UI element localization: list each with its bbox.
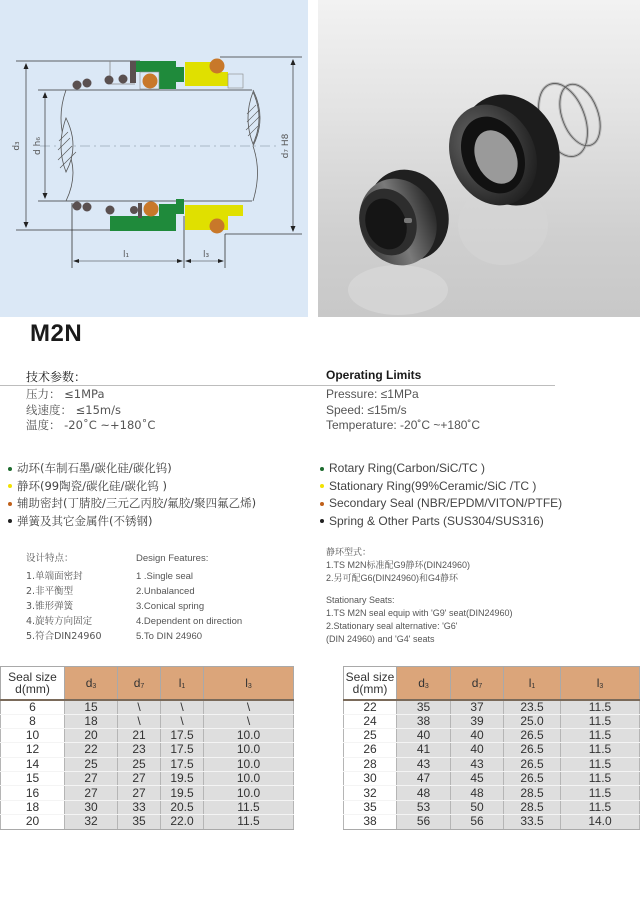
- dimension-cell: 11.5: [561, 772, 640, 786]
- dimension-cell: 48: [451, 786, 504, 800]
- dimension-cell: 11.5: [561, 800, 640, 814]
- stationary-seats-heading-cn: 静环型式：: [326, 547, 372, 557]
- dimension-cell: 17.5: [161, 728, 204, 742]
- bullet-dot-icon: [320, 484, 324, 488]
- table-row: [1, 815, 294, 829]
- operating-limits-cn: [26, 387, 155, 434]
- dimension-cell: 11.5: [204, 800, 294, 814]
- dimension-cell: 10.0: [204, 757, 294, 771]
- material-item: 弹簧及其它金属件(不锈钢): [8, 513, 256, 531]
- dimension-cell: 10.0: [204, 772, 294, 786]
- l1-label: l₁: [122, 250, 130, 260]
- dimension-cell: 27: [118, 772, 161, 786]
- table-row: [1, 786, 294, 800]
- table-header-row: [1, 667, 294, 700]
- l3-label: l₃: [202, 250, 210, 260]
- dimension-cell: 33.5: [504, 815, 561, 829]
- col-header: $d_3$: [397, 667, 451, 700]
- table-row: [1, 743, 294, 757]
- tech-params-heading-cn: 技术参数：: [26, 370, 87, 384]
- dimension-cell: 53: [397, 800, 451, 814]
- table-row: [1, 728, 294, 742]
- dimension-cell: 21: [118, 728, 161, 742]
- size-table-left: [0, 666, 294, 830]
- seat-item: 2.Stationary seal alternative: 'G6': [326, 621, 458, 631]
- dimension-cell: 43: [397, 757, 451, 771]
- dimension-cell: \: [204, 700, 294, 715]
- table-row: [344, 743, 640, 757]
- dimension-cell: 19.5: [161, 786, 204, 800]
- feature-item: 3.Conical spring: [136, 601, 205, 612]
- seat-item: 1.TS M2N标准配G9静环(DIN24960): [326, 560, 471, 570]
- dimension-cell: 30: [65, 800, 118, 814]
- seal-size-cell: 14: [1, 757, 65, 771]
- feature-item: 2.非平衡型: [26, 586, 74, 597]
- seal-size-header: Seal size d(mm): [344, 667, 397, 700]
- seal-size-cell: 16: [1, 786, 65, 800]
- dimension-cell: 41: [397, 743, 451, 757]
- dimension-cell: 14.0: [561, 815, 640, 829]
- material-item: 动环(车制石墨/碳化硅/碳化钨): [8, 460, 256, 478]
- seal-size-cell: 26: [344, 743, 397, 757]
- dimension-cell: 11.5: [561, 757, 640, 771]
- bullet-dot-icon: [8, 519, 12, 523]
- table-row: [1, 800, 294, 814]
- dimension-cell: 56: [397, 815, 451, 829]
- size-table-right: [343, 666, 640, 830]
- dimension-cell: 11.5: [561, 700, 640, 715]
- seat-item: 2.另可配G6(DIN24960)和G4静环: [326, 573, 459, 583]
- feature-item: 3.锥形弹簧: [26, 601, 74, 612]
- table-row: [1, 700, 294, 715]
- bullet-dot-icon: [8, 502, 12, 506]
- seal-size-cell: 20: [1, 815, 65, 829]
- table-row: [1, 714, 294, 728]
- d3-label: d₃: [12, 141, 22, 151]
- temperature-en: Temperature: -20˚C ~+180˚C: [326, 418, 481, 432]
- col-header: $l_3$: [204, 667, 294, 700]
- dimension-cell: 47: [397, 772, 451, 786]
- seal-size-cell: 30: [344, 772, 397, 786]
- dimension-cell: 35: [397, 700, 451, 715]
- seal-size-header: Seal size d(mm): [1, 667, 65, 700]
- design-features-en: [136, 551, 242, 644]
- dimension-cell: 28.5: [504, 786, 561, 800]
- table-row: [344, 786, 640, 800]
- feature-item: 1.单端面密封: [26, 571, 83, 582]
- dimension-cell: 23: [118, 743, 161, 757]
- seal-size-cell: 18: [1, 800, 65, 814]
- table-row: [344, 757, 640, 771]
- seal-size-cell: 32: [344, 786, 397, 800]
- section-divider: [0, 385, 555, 386]
- dimension-cell: 23.5: [504, 700, 561, 715]
- seal-size-cell: 15: [1, 772, 65, 786]
- feature-item: 2.Unbalanced: [136, 586, 195, 597]
- material-item: 静环(99陶瓷/碳化硅/碳化钨 ): [8, 478, 256, 496]
- design-features-heading-en: Design Features:: [136, 553, 209, 564]
- dimension-cell: 11.5: [561, 714, 640, 728]
- seal-size-cell: 25: [344, 728, 397, 742]
- dimension-cell: 56: [451, 815, 504, 829]
- seal-size-cell: 8: [1, 714, 65, 728]
- dimension-cell: 38: [397, 714, 451, 728]
- col-header: $l_3$: [561, 667, 640, 700]
- dimension-cell: 20.5: [161, 800, 204, 814]
- dimension-cell: 25: [118, 757, 161, 771]
- design-features-cn: [26, 551, 102, 644]
- seat-item: 1.TS M2N seal equip with 'G9' seat(DIN24960): [326, 608, 513, 618]
- dimension-cell: 11.5: [561, 786, 640, 800]
- dimension-cell: 40: [397, 728, 451, 742]
- dimension-cell: 27: [65, 786, 118, 800]
- dimension-cell: 35: [118, 815, 161, 829]
- dimension-cell: 11.5: [561, 743, 640, 757]
- dimension-cell: 25: [65, 757, 118, 771]
- table-row: [1, 757, 294, 771]
- material-item: Secondary Seal (NBR/EPDM/VITON/PTFE): [320, 495, 562, 513]
- operating-limits-heading: Operating Limits: [326, 368, 422, 382]
- feature-item: 1 .Single seal: [136, 571, 194, 582]
- stationary-seats-heading-en: Stationary Seats:: [326, 595, 395, 605]
- dimension-cell: 40: [451, 743, 504, 757]
- seal-size-cell: 12: [1, 743, 65, 757]
- table-row: [1, 772, 294, 786]
- dimension-cell: 50: [451, 800, 504, 814]
- seal-size-cell: 35: [344, 800, 397, 814]
- table-header-row: [344, 667, 640, 700]
- seal-size-cell: 10: [1, 728, 65, 742]
- dimension-cell: 26.5: [504, 772, 561, 786]
- bullet-dot-icon: [8, 484, 12, 488]
- bullet-dot-icon: [8, 467, 12, 471]
- dimension-cell: 28.5: [504, 800, 561, 814]
- dimension-cell: 26.5: [504, 743, 561, 757]
- dimension-cell: 27: [65, 772, 118, 786]
- dimension-cell: 18: [65, 714, 118, 728]
- dimension-cell: 43: [451, 757, 504, 771]
- dimension-cell: \: [161, 714, 204, 728]
- feature-item: 5.符合DIN24960: [26, 631, 102, 642]
- speed-cn: 线速度： ≤15m/s: [26, 402, 121, 417]
- dimension-cell: 25.0: [504, 714, 561, 728]
- seal-size-cell: 24: [344, 714, 397, 728]
- col-header: $l_1$: [504, 667, 561, 700]
- feature-item: 4.Dependent on direction: [136, 616, 243, 627]
- material-item: Spring & Other Parts (SUS304/SUS316): [320, 513, 562, 531]
- dimension-cell: 19.5: [161, 772, 204, 786]
- d7h8-label: d₇ H8: [281, 133, 291, 159]
- col-header: $l_1$: [161, 667, 204, 700]
- pressure-en: Pressure: ≤1MPa: [326, 387, 419, 401]
- speed-en: Speed: ≤15m/s: [326, 402, 407, 417]
- dimension-cell: 26.5: [504, 757, 561, 771]
- table-row: [344, 800, 640, 814]
- dimension-cell: 26.5: [504, 728, 561, 742]
- table-row: [344, 714, 640, 728]
- dimension-cell: 32: [65, 815, 118, 829]
- design-features-heading-cn: 设计特点：: [26, 553, 74, 564]
- dimension-cell: 17.5: [161, 757, 204, 771]
- dimension-cell: \: [118, 714, 161, 728]
- dimension-cell: 11.5: [204, 815, 294, 829]
- dimension-cell: 22: [65, 743, 118, 757]
- seal-cross-section-diagram: [0, 0, 308, 317]
- dh6-label: d h₆: [33, 137, 43, 155]
- seal-size-cell: 6: [1, 700, 65, 715]
- seal-size-cell: 22: [344, 700, 397, 715]
- dimension-cell: 17.5: [161, 743, 204, 757]
- feature-item: 5.To DIN 24960: [136, 631, 203, 642]
- pressure-cn: 压力： ≤1MPa: [26, 387, 105, 401]
- model-title: M2N: [30, 320, 83, 347]
- dimension-cell: \: [118, 700, 161, 715]
- dimension-cell: 11.5: [561, 728, 640, 742]
- table-row: [344, 728, 640, 742]
- dimension-cell: \: [204, 714, 294, 728]
- bullet-dot-icon: [320, 502, 324, 506]
- seal-size-cell: 38: [344, 815, 397, 829]
- material-item: 辅助密封(丁腈胶/三元乙丙胶/氟胶/聚四氟乙烯): [8, 495, 256, 513]
- dimension-cell: 15: [65, 700, 118, 715]
- dimension-cell: 40: [451, 728, 504, 742]
- dimension-cell: 37: [451, 700, 504, 715]
- col-header: $d_7$: [118, 667, 161, 700]
- table-row: [344, 700, 640, 715]
- dimension-cell: 39: [451, 714, 504, 728]
- dimension-cell: 10.0: [204, 743, 294, 757]
- material-item: Rotary Ring(Carbon/SiC/TC ): [320, 460, 562, 478]
- dimension-cell: 20: [65, 728, 118, 742]
- bullet-dot-icon: [320, 467, 324, 471]
- materials-list-cn: [8, 460, 256, 530]
- seat-item: (DIN 24960) and 'G4' seats: [326, 634, 435, 644]
- feature-item: 4.旋转方向固定: [26, 616, 93, 627]
- bullet-dot-icon: [320, 519, 324, 523]
- col-header: $d_3$: [65, 667, 118, 700]
- stationary-seats: [326, 546, 513, 646]
- dimension-cell: 10.0: [204, 786, 294, 800]
- materials-list-en: [320, 460, 562, 530]
- cross-section-drawing: [0, 0, 308, 317]
- table-row: [344, 772, 640, 786]
- product-photo: [318, 0, 640, 317]
- dimension-cell: \: [161, 700, 204, 715]
- seal-photo-illustration: [318, 0, 640, 317]
- dimension-cell: 33: [118, 800, 161, 814]
- dimension-cell: 22.0: [161, 815, 204, 829]
- table-row: [344, 815, 640, 829]
- col-header: $d_7$: [451, 667, 504, 700]
- dimension-cell: 45: [451, 772, 504, 786]
- dimension-cell: 48: [397, 786, 451, 800]
- dimension-cell: 27: [118, 786, 161, 800]
- temperature-cn: 温度： -20˚C ~+180˚C: [26, 418, 156, 432]
- dimension-cell: 10.0: [204, 728, 294, 742]
- seal-size-cell: 28: [344, 757, 397, 771]
- material-item: Stationary Ring(99%Ceramic/SiC /TC ): [320, 478, 562, 496]
- operating-limits-en: [326, 387, 480, 434]
